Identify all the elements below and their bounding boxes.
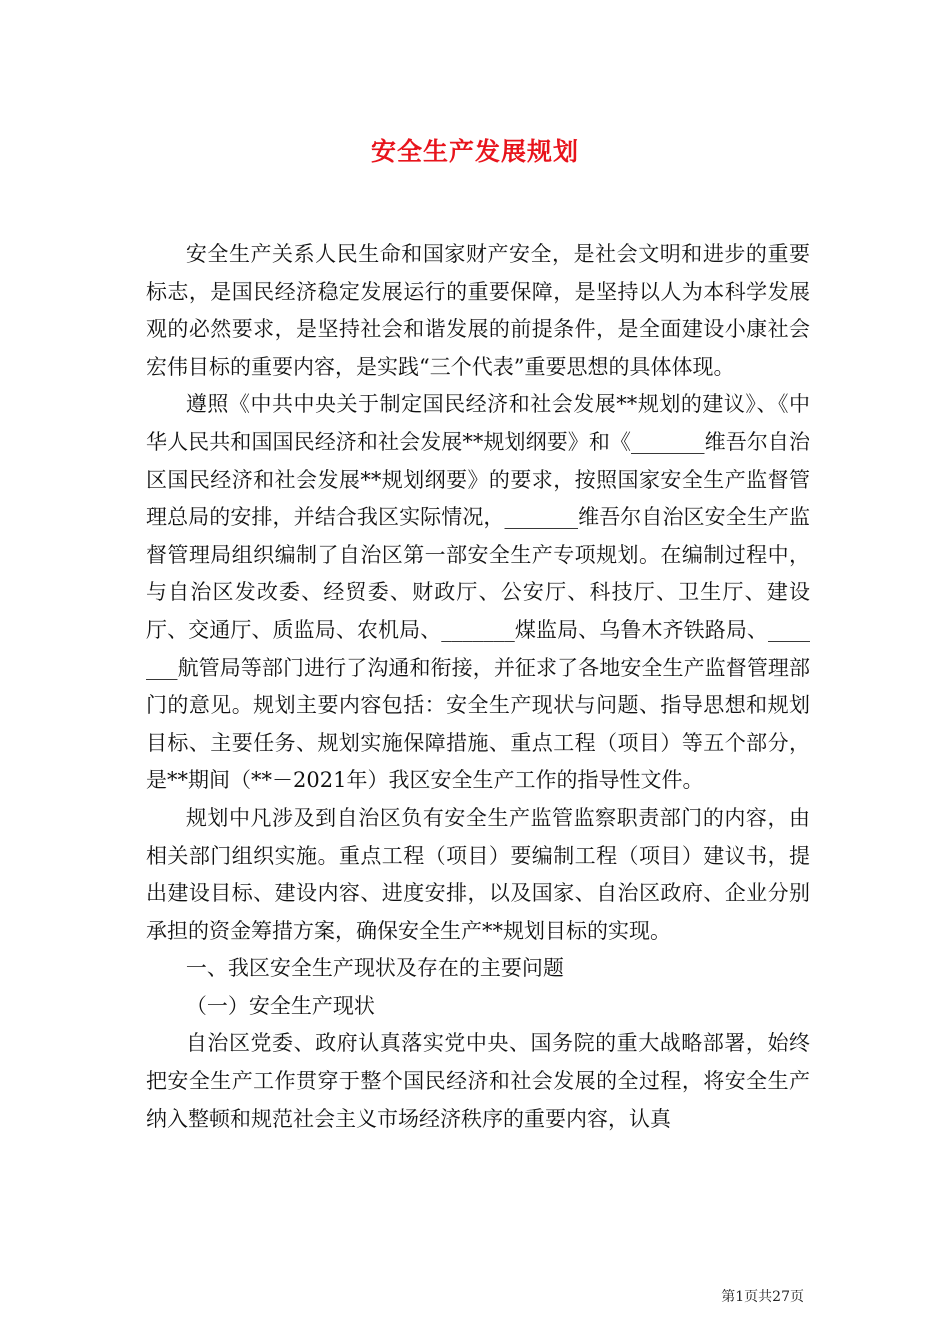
subsection-heading: （一）安全生产现状 (185, 993, 375, 1018)
paragraph-status: 自治区党委、政府认真落实党中央、国务院的重大战略部署，始终把安全生产工作贯穿于整个国民经济和社会发展的全过程，将安全生产纳入整顿和规范社会主义市场经济秩序的重要内容，认真 (146, 1031, 810, 1131)
document-title: 安全生产发展规划 (370, 137, 579, 166)
paragraph-basis: 遵照《中共中央关于制定国民经济和社会发展**规划的建议》、《中华人民共和国国民经济和社会发展**规划纲要》和《_______维吾尔自治区国民经济和社会发展**规划纲要》的要求，按照国家安全生产监督管理总局的安排，并结合我区实际情况，_______维吾尔自治区安全生产监督管理局组织编制了自治区第一部安全生产专项规划。在编制过程中，与自治区发改委、经贸委、财政厅、公安厅、科技厅、卫生厅、建设厅、交通厅、质监局、农机局、_______煤监局、乌鲁木齐铁路局、_______航管局等部门进行了沟通和衔接，并征求了各地安全生产监督管理部门的意见。规划主要内容包括：安全生产现状与问题、指导思想和规划目标、主要任务、规划实施保障措施、重点工程（项目）等五个部分，是**期间（**－2021年）我区安全生产工作的指导性文件。 (146, 392, 810, 793)
page-number: 第1页共27页 (721, 1289, 804, 1305)
paragraph-implementation: 规划中凡涉及到自治区负有安全生产监管监察职责部门的内容，由相关部门组织实施。重点工程（项目）要编制工程（项目）建议书，提出建设目标、建设内容、进度安排，以及国家、自治区政府、企业分别承担的资金筹措方案，确保安全生产**规划目标的实现。 (146, 805, 810, 943)
section-heading: 一、我区安全生产现状及存在的主要问题 (185, 956, 564, 981)
document-body (146, 236, 810, 1138)
paragraph-intro: 安全生产关系人民生命和国家财产安全，是社会文明和进步的重要标志，是国民经济稳定发展运行的重要保障，是坚持以人为本科学发展观的必然要求，是坚持社会和谐发展的前提条件，是全面建设小康社会宏伟目标的重要内容，是实践“三个代表”重要思想的具体体现。 (146, 242, 810, 379)
